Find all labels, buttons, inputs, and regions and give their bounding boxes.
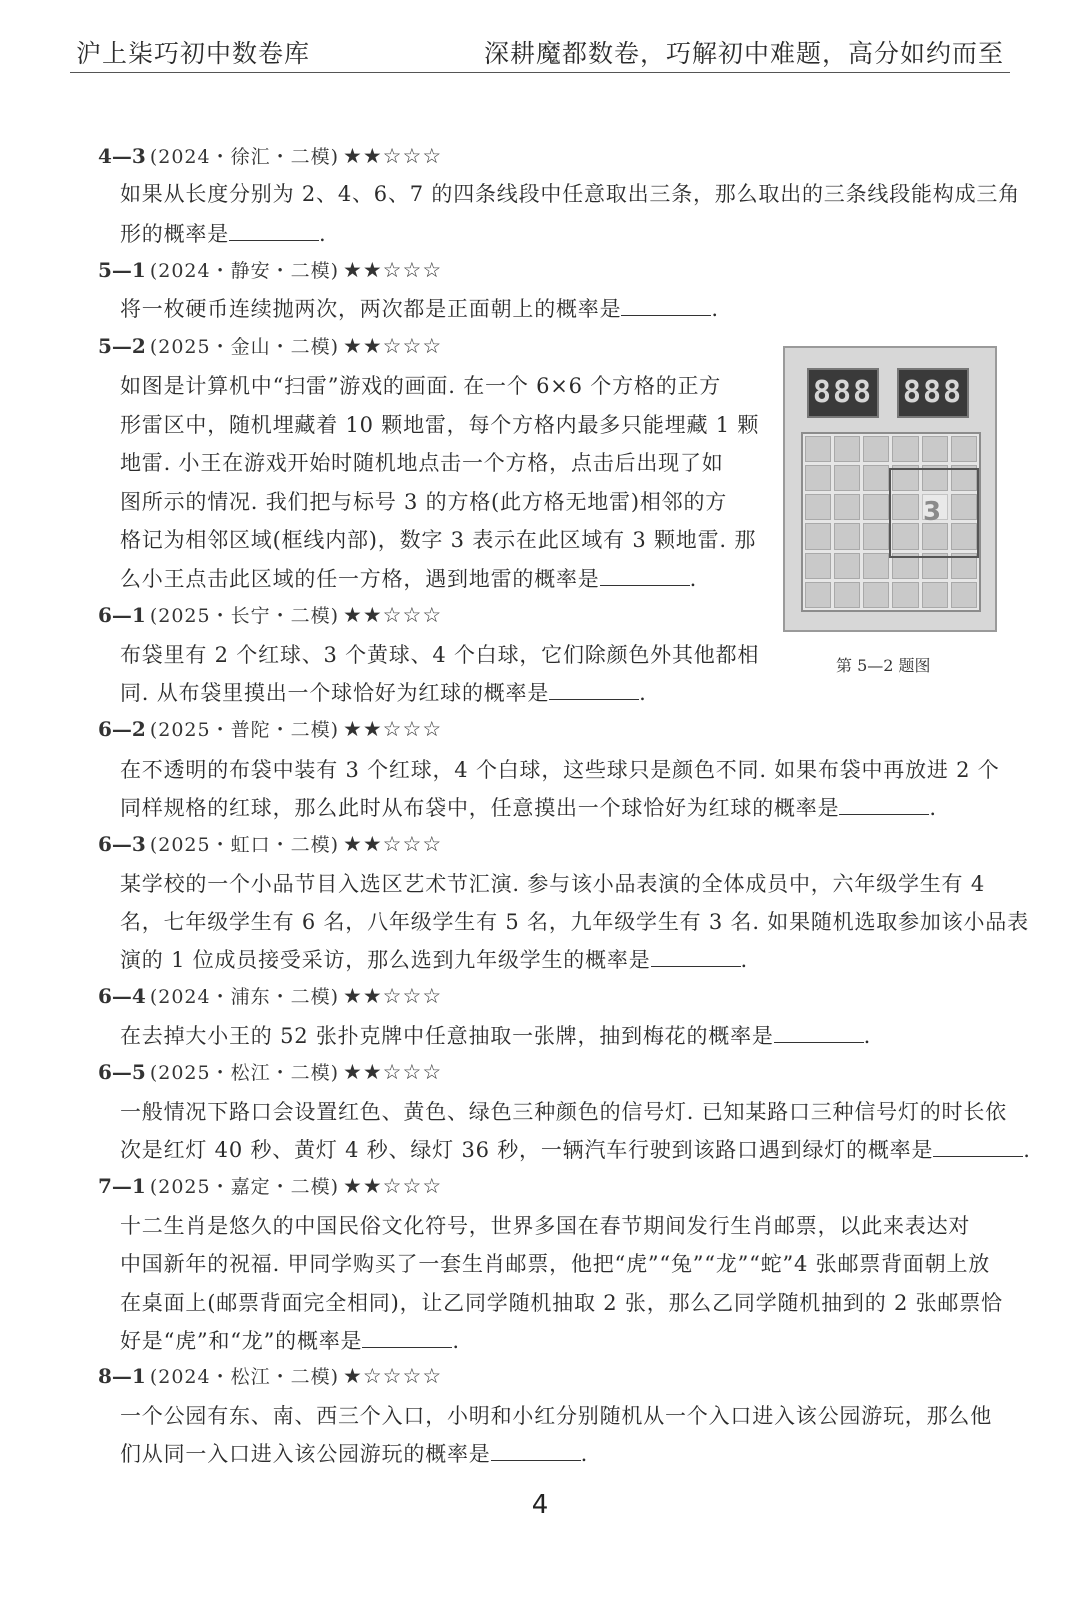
answer-blank bbox=[549, 681, 639, 700]
problem-text: 形的概率是 bbox=[120, 222, 229, 246]
sentence-end: . bbox=[740, 948, 748, 972]
problem-text-line bbox=[120, 1325, 460, 1355]
minefield-cell bbox=[805, 436, 831, 462]
problem-text: 某学校的一个小品节目入选区艺术节汇演. 参与该小品表演的全体成员中，六年级学生有 4 bbox=[120, 872, 985, 896]
minefield-cell bbox=[834, 582, 860, 608]
problem-text-line bbox=[120, 293, 719, 323]
problem-text-line bbox=[120, 409, 759, 439]
header-left-title: 沪上柒巧初中数卷库 bbox=[76, 39, 311, 68]
problem-source: (2025・松江・二模) bbox=[149, 1062, 340, 1084]
problem-text: 同. 从布袋里摸出一个球恰好为红球的概率是 bbox=[120, 681, 550, 705]
problem-text: 们从同一入口进入该公园游玩的概率是 bbox=[120, 1442, 491, 1466]
minefield-cell bbox=[805, 494, 831, 520]
problem-heading bbox=[98, 142, 442, 169]
problem-text: 在不透明的布袋中装有 3 个红球，4 个白球，这些球只是颜色不同. 如果布袋中再放进 2 个 bbox=[120, 758, 1000, 782]
minefield-cell bbox=[951, 582, 977, 608]
problem-heading bbox=[98, 1362, 442, 1389]
problem-heading bbox=[98, 332, 442, 359]
problem-text-line bbox=[120, 639, 759, 669]
minefield-cell bbox=[863, 436, 889, 462]
problem-text: 十二生肖是悠久的中国民俗文化符号，世界多国在春节期间发行生肖邮票，以此来表达对 bbox=[120, 1214, 971, 1238]
problem-heading bbox=[98, 715, 442, 742]
problem-text-line bbox=[120, 1020, 871, 1050]
problem-number: 5—1 bbox=[98, 258, 146, 282]
header-right-slogan: 深耕魔都数卷，巧解初中难题，高分如约而至 bbox=[483, 39, 1004, 68]
problem-source: (2024・松江・二模) bbox=[149, 1366, 340, 1388]
problem-text: 么小王点击此区域的任一方格，遇到地雷的概率是 bbox=[120, 567, 600, 591]
minefield-cell bbox=[805, 523, 831, 549]
problem-text-line bbox=[120, 754, 1000, 784]
difficulty-stars: ★★☆☆☆ bbox=[343, 832, 443, 856]
problem-text: 形雷区中，随机埋藏着 10 颗地雷，每个方格内最多只能埋藏 1 颗 bbox=[120, 413, 760, 437]
minefield-cell bbox=[834, 436, 860, 462]
problem-number: 6—2 bbox=[98, 717, 146, 741]
sentence-end: . bbox=[1023, 1138, 1031, 1162]
answer-blank bbox=[651, 948, 741, 967]
problem-heading bbox=[98, 1172, 442, 1199]
difficulty-stars: ★★☆☆☆ bbox=[343, 603, 443, 627]
problem-text-line bbox=[120, 218, 326, 248]
problem-text-line bbox=[120, 1438, 588, 1468]
problem-text: 中国新年的祝福. 甲同学购买了一套生肖邮票，他把“虎”“兔”“龙”“蛇”4 张邮票背面朝上放 bbox=[120, 1252, 991, 1276]
sentence-end: . bbox=[929, 796, 937, 820]
cell-number-three: 3 bbox=[922, 497, 942, 527]
problem-text-line bbox=[120, 1096, 1007, 1126]
problem-heading bbox=[98, 982, 442, 1009]
problem-number: 6—4 bbox=[98, 984, 146, 1008]
problem-text-line bbox=[120, 792, 937, 822]
sentence-end: . bbox=[319, 222, 327, 246]
problem-source: (2024・静安・二模) bbox=[149, 260, 340, 282]
answer-blank bbox=[229, 222, 319, 241]
minefield-cell bbox=[805, 553, 831, 579]
problem-number: 6—1 bbox=[98, 603, 146, 627]
problem-number: 7—1 bbox=[98, 1174, 146, 1198]
problem-text: 格记为相邻区域(框线内部)，数字 3 表示在此区域有 3 颗地雷. 那 bbox=[120, 528, 757, 552]
figure-caption: 第 5—2 题图 bbox=[836, 656, 931, 675]
sentence-end: . bbox=[689, 567, 698, 591]
problem-text-line bbox=[120, 1248, 990, 1278]
minefield-cell bbox=[834, 494, 860, 520]
problem-text: 图所示的情况. 我们把与标号 3 的方格(此方格无地雷)相邻的方 bbox=[120, 490, 728, 514]
minefield-cell bbox=[922, 582, 948, 608]
sentence-end: . bbox=[863, 1024, 872, 1048]
minefield-cell bbox=[834, 465, 860, 491]
minefield-cell bbox=[834, 523, 860, 549]
problem-text: 一般情况下路口会设置红色、黄色、绿色三种颜色的信号灯. 已知某路口三种信号灯的时长依 bbox=[120, 1100, 1007, 1124]
difficulty-stars: ★★☆☆☆ bbox=[343, 717, 443, 741]
sentence-end: . bbox=[639, 681, 647, 705]
problem-text: 一个公园有东、南、西三个入口，小明和小红分别随机从一个入口进入该公园游玩，那么他 bbox=[120, 1404, 992, 1428]
answer-blank bbox=[774, 1024, 864, 1043]
problem-source: (2025・嘉定・二模) bbox=[149, 1176, 340, 1198]
answer-blank bbox=[621, 297, 711, 316]
minefield-cell bbox=[922, 436, 948, 462]
minefield-cell bbox=[863, 582, 889, 608]
problem-heading bbox=[98, 256, 442, 283]
difficulty-stars: ★★☆☆☆ bbox=[343, 1060, 443, 1084]
problem-text-line bbox=[120, 524, 756, 554]
minefield-cell bbox=[863, 523, 889, 549]
answer-blank bbox=[491, 1442, 581, 1461]
problem-text-line bbox=[120, 1400, 992, 1430]
problem-text: 在桌面上(邮票背面完全相同)，让乙同学随机抽取 2 张，那么乙同学随机抽到的 2 张邮票恰 bbox=[120, 1291, 1003, 1315]
problem-number: 6—3 bbox=[98, 832, 146, 856]
problem-number: 6—5 bbox=[98, 1060, 146, 1084]
minefield-cell bbox=[892, 582, 918, 608]
problem-text-line bbox=[120, 1210, 970, 1240]
page-header bbox=[70, 28, 1010, 73]
minefield-cell bbox=[805, 465, 831, 491]
difficulty-stars: ★★☆☆☆ bbox=[343, 258, 443, 282]
minefield-cell bbox=[863, 553, 889, 579]
minefield-cell bbox=[863, 465, 889, 491]
problem-text-line bbox=[120, 1287, 1003, 1317]
minefield-cell bbox=[863, 494, 889, 520]
problem-number: 5—2 bbox=[98, 334, 146, 358]
mine-counter-left: 888 bbox=[807, 368, 879, 418]
problem-text-line bbox=[120, 1134, 1031, 1164]
difficulty-stars: ★★☆☆☆ bbox=[343, 984, 443, 1008]
problem-text-line bbox=[120, 486, 727, 516]
sentence-end: . bbox=[452, 1329, 460, 1353]
problem-source: (2025・普陀・二模) bbox=[149, 719, 340, 741]
sentence-end: . bbox=[580, 1442, 589, 1466]
difficulty-stars: ★★☆☆☆ bbox=[343, 1174, 443, 1198]
problem-text: 如果从长度分别为 2、4、6、7 的四条线段中任意取出三条，那么取出的三条线段能构成三角 bbox=[120, 182, 1020, 206]
mine-counter-right: 888 bbox=[897, 368, 969, 418]
sentence-end: . bbox=[711, 297, 719, 321]
problem-text-line bbox=[120, 906, 1029, 936]
problem-source: (2025・金山・二模) bbox=[149, 336, 340, 358]
answer-blank bbox=[600, 567, 690, 586]
problem-heading bbox=[98, 1058, 442, 1085]
problem-text: 将一枚硬币连续抛两次，两次都是正面朝上的概率是 bbox=[120, 297, 622, 321]
problem-text-line bbox=[120, 447, 724, 477]
problem-text: 名，七年级学生有 6 名，八年级学生有 5 名，九年级学生有 3 名. 如果随机选取参加该小品表 bbox=[120, 910, 1029, 934]
answer-blank bbox=[362, 1329, 452, 1348]
problem-text-line bbox=[120, 677, 647, 707]
difficulty-stars: ★★☆☆☆ bbox=[343, 334, 443, 358]
problem-text: 次是红灯 40 秒、黄灯 4 秒、绿灯 36 秒，一辆汽车行驶到该路口遇到绿灯的概率是 bbox=[120, 1138, 934, 1162]
problem-text-line bbox=[120, 563, 697, 593]
problem-source: (2024・徐汇・二模) bbox=[149, 146, 340, 168]
minesweeper-figure bbox=[783, 346, 999, 634]
problem-text: 布袋里有 2 个红球、3 个黄球、4 个白球，它们除颜色外其他都相 bbox=[120, 643, 760, 667]
minefield-cell bbox=[834, 553, 860, 579]
problem-text-line bbox=[120, 868, 985, 898]
difficulty-stars: ★★☆☆☆ bbox=[343, 144, 443, 168]
answer-blank bbox=[933, 1138, 1023, 1157]
problem-text-line bbox=[120, 370, 721, 400]
problem-text-line bbox=[120, 944, 748, 974]
problem-text-line bbox=[120, 178, 1020, 208]
minesweeper-board bbox=[783, 346, 997, 632]
problem-number: 8—1 bbox=[98, 1364, 146, 1388]
minefield-cell bbox=[951, 436, 977, 462]
answer-blank bbox=[839, 796, 929, 815]
problem-text: 同样规格的红球，那么此时从布袋中，任意摸出一个球恰好为红球的概率是 bbox=[120, 796, 840, 820]
problem-source: (2024・浦东・二模) bbox=[149, 986, 340, 1008]
problem-source: (2025・长宁・二模) bbox=[149, 605, 340, 627]
problem-text: 演的 1 位成员接受采访，那么选到九年级学生的概率是 bbox=[120, 948, 651, 972]
minefield-cell bbox=[892, 436, 918, 462]
problem-text: 好是“虎”和“龙”的概率是 bbox=[120, 1329, 363, 1353]
problem-text: 在去掉大小王的 52 张扑克牌中任意抽取一张牌，抽到梅花的概率是 bbox=[120, 1024, 774, 1048]
page-number: 4 bbox=[531, 1490, 549, 1520]
problem-heading bbox=[98, 830, 442, 857]
problem-source: (2025・虹口・二模) bbox=[149, 834, 340, 856]
problem-heading bbox=[98, 601, 442, 628]
problem-number: 4—3 bbox=[98, 144, 146, 168]
problem-text: 如图是计算机中“扫雷”游戏的画面. 在一个 6×6 个方格的正方 bbox=[120, 374, 722, 398]
minefield-cell bbox=[805, 582, 831, 608]
difficulty-stars: ★☆☆☆☆ bbox=[343, 1364, 443, 1388]
problem-text: 地雷. 小王在游戏开始时随机地点击一个方格，点击后出现了如 bbox=[120, 451, 724, 475]
